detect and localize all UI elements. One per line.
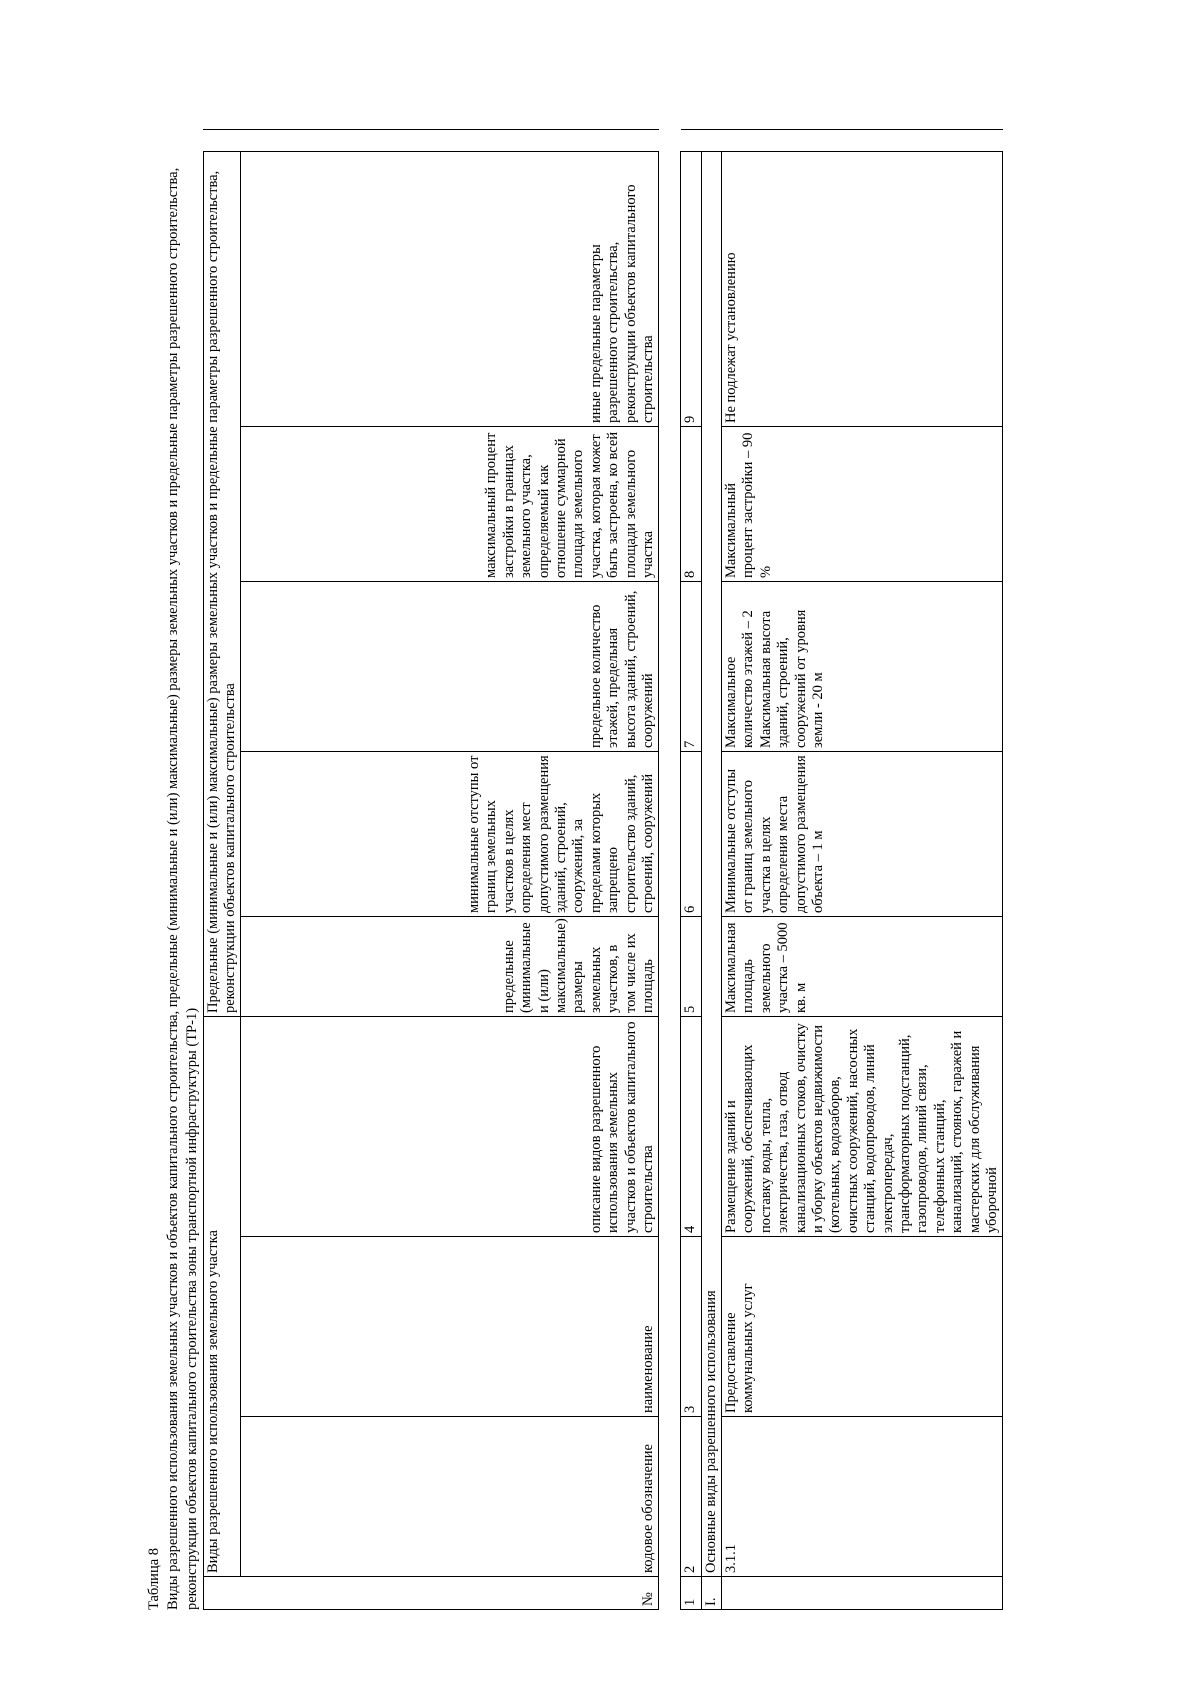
section-number: I. [701, 1577, 721, 1610]
header-row-groups [203, 129, 241, 1609]
column-number: 1 [681, 1577, 701, 1610]
zoning-table [203, 129, 1004, 1610]
header-code: кодовое обозначение [241, 1417, 659, 1577]
column-number: 6 [681, 752, 701, 917]
header-description: описание видов разрешенного использования земельных участков и объектов капитального строительства [241, 1017, 659, 1237]
header-row-columns [241, 129, 659, 1609]
header-num: № [203, 1577, 659, 1610]
header-group-uses: Виды разрешенного использования земельного участка [203, 1017, 241, 1577]
table-spacer [659, 129, 681, 1609]
header-setbacks: минимальные отступы от границ земельных участков в целях определения мест допустимого размещения зданий, строений, сооружений, за пределами которых запрещено строительство зданий, строений, сооружений [241, 752, 659, 917]
page-number [55, 0, 75, 838]
header-floors: предельное количество этажей, предельная высота зданий, строений, сооружений [241, 582, 659, 752]
table-title: Виды разрешенного использования земельных участков и объектов капитального строительства, предельные (минимальные и (или) максимальные) размеры земельных участков и предельные параметры разрешенного строительства, реконструкции объектов капитального строительства зоны транспортной инфраструктуры (ТР-1) [164, 167, 200, 1610]
header-name: наименование [241, 1237, 659, 1417]
header-group-params: Предельные (минимальные и (или) максимальные) размеры земельных участков и предельные параметры разрешенного строительства, реконструкции объектов капитального строительства [203, 151, 241, 1016]
table-label: Таблица 8 [146, 1547, 162, 1610]
table-row [722, 129, 1003, 1609]
row-name: Предоставление коммунальных услуг [722, 1237, 1003, 1417]
header-plot-size: предельные (минимальные и (или) максимальные) размеры земельных участков, в том числе их площадь [241, 917, 659, 1017]
row-description: Размещение зданий и сооружений, обеспечивающих поставку воды, тепла, электричества, газа, отвод канализационных стоков, очистку и уборку объектов недвижимости (котельных, водозаборов, очистных сооружений, насосных станций, водопроводов, линий электропередач, трансформаторных подстанций, газопроводов, линий связи, телефонных станций, канализаций, стоянок, гаражей и мастерских для обслуживания уборочной [722, 1017, 1003, 1237]
row-code: 3.1.1 [722, 1417, 1003, 1577]
column-number: 3 [681, 1237, 701, 1417]
section-title: Основные виды разрешенного использования [701, 151, 721, 1576]
row-number [722, 1577, 1003, 1610]
column-number: 9 [681, 151, 701, 426]
column-number: 4 [681, 1017, 701, 1237]
header-coverage: максимальный процент застройки в границах земельного участка, определяемый как отношение суммарной площади земельного участка, которая может быть застроена, ко всей площади земельного участка [241, 427, 659, 582]
row-other: Не подлежат установлению [722, 151, 1003, 426]
row-setbacks: Минимальные отступы от границ земельного участка в целях определения места допустимого размещения объекта – 1 м [722, 752, 1003, 917]
column-number: 7 [681, 582, 701, 752]
header-other: иные предельные параметры разрешенного строительства, реконструкции объектов капитального строительства [241, 151, 659, 426]
row-coverage: Максимальный процент застройки – 90 % [722, 427, 1003, 582]
rotated-page-content [145, 130, 1003, 1610]
section-row [701, 129, 721, 1609]
column-number: 5 [681, 917, 701, 1017]
column-number-row [681, 129, 701, 1609]
column-number: 8 [681, 427, 701, 582]
row-floors: Максимальное количество этажей – 2 Максимальная высота зданий, строений, сооружений от уровня земли - 20 м [722, 582, 1003, 752]
table-edge-gap [203, 129, 659, 151]
column-number: 2 [681, 1417, 701, 1577]
row-plot-size: Максимальная площадь земельного участка – 5000 кв. м [722, 917, 1003, 1017]
